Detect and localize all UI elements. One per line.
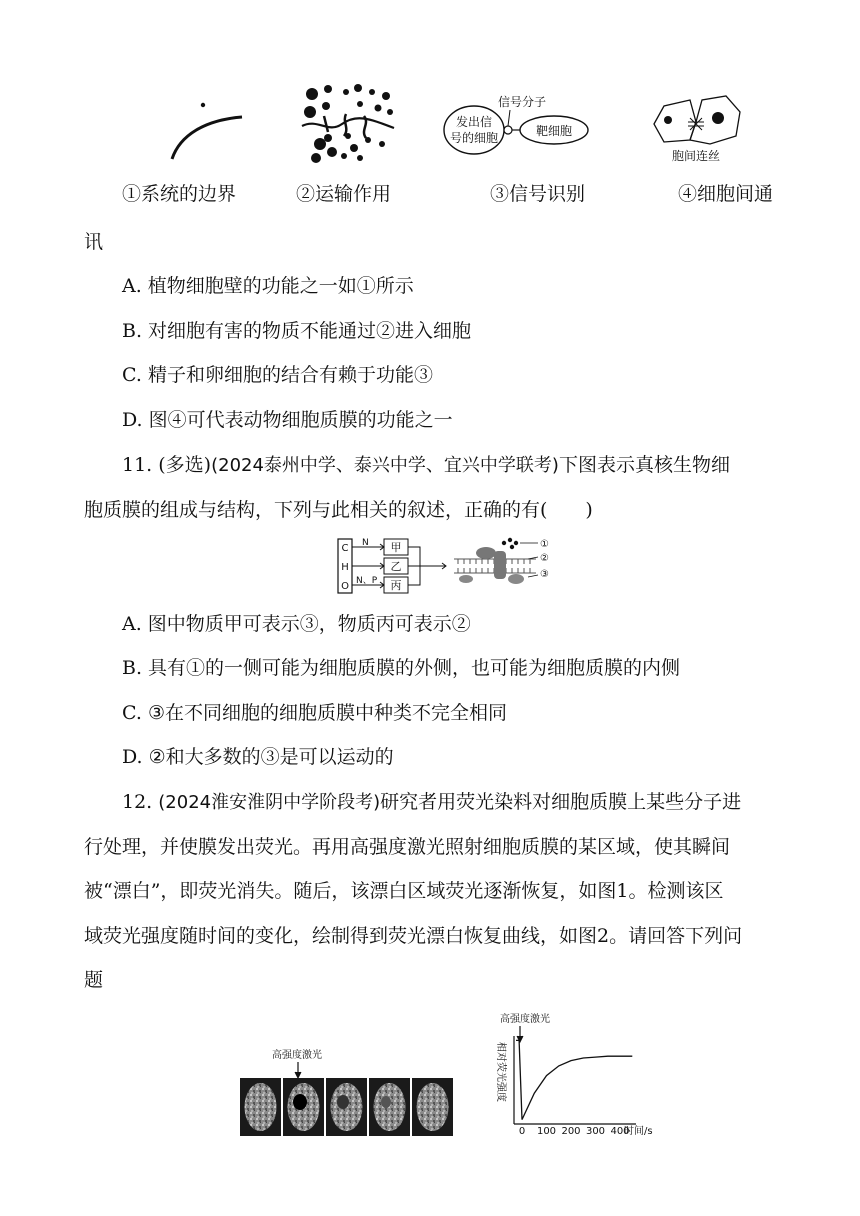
sender-cell-label-2: 号的细胞 <box>449 131 499 145</box>
x-tick-label: 400 <box>610 1126 630 1137</box>
element-c: C <box>341 543 349 554</box>
q12-stem-line-4: 域荧光强度随时间的变化，绘制得到荧光漂白恢复曲线，如图2。请回答下列问 <box>84 925 743 947</box>
fig2-laser-label: 高强度激光 <box>500 1014 550 1025</box>
marker-3: ③ <box>540 569 549 580</box>
marker-1: ① <box>540 539 549 550</box>
q11-stem-text: 下图表示真核生物细 <box>558 454 730 476</box>
q11-option-c: C. ③在不同细胞的细胞质膜中种类不完全相同 <box>122 702 507 724</box>
sender-cell-label-1: 发出信 <box>455 115 493 129</box>
q12-figure-1 <box>238 1040 458 1140</box>
q11-option-a: A. 图中物质甲可表示③，物质丙可表示② <box>122 613 471 635</box>
figure-2-transport <box>298 82 398 167</box>
q12-stem-text: 研究者用荧光染料对细胞质膜上某些分子进 <box>380 791 742 813</box>
caption-4: ④细胞间通 <box>678 183 774 205</box>
caption-2: ②运输作用 <box>296 183 392 205</box>
caption-4-wrap: 讯 <box>84 231 104 253</box>
x-tick-label: 300 <box>585 1126 606 1137</box>
element-h: H <box>341 562 349 573</box>
x-tick-label: 100 <box>536 1126 557 1137</box>
q11-stem-line-1 <box>122 453 730 478</box>
q10-option-d: D. 图④可代表动物细胞质膜的功能之一 <box>122 409 453 431</box>
q10-option-a: A. 植物细胞壁的功能之一如①所示 <box>122 275 414 297</box>
substance-yi: 乙 <box>390 560 402 573</box>
substance-jia: 甲 <box>390 541 402 554</box>
q10-option-c: C. 精子和卵细胞的结合有赖于功能③ <box>122 364 433 386</box>
q11-membrane-diagram <box>336 535 576 599</box>
target-cell-label: 靶细胞 <box>535 124 573 138</box>
substance-bing: 丙 <box>390 579 402 592</box>
plasmodesmata-label: 胞间连丝 <box>672 149 721 163</box>
q12-stem-line-3: 被“漂白”，即荧光消失。随后，该漂白区域荧光逐渐恢复，如图1。检测该区 <box>84 880 724 902</box>
q11-stem-line-2: 胞质膜的组成与结构，下列与此相关的叙述，正确的有( ) <box>84 499 593 521</box>
q11-tag: (多选) <box>158 454 212 476</box>
q12-stem-line-2: 行处理，并使膜发出荧光。再用高强度激光照射细胞质膜的某区域，使其瞬间 <box>84 836 731 858</box>
q11-option-b: B. 具有①的一侧可能为细胞质膜的外侧，也可能为细胞质膜的内侧 <box>122 657 681 679</box>
q12-number: 12. <box>122 791 153 813</box>
caption-1: ①系统的边界 <box>122 183 237 205</box>
x-tick-label: 0 <box>518 1126 526 1137</box>
signal-molecule-label: 信号分子 <box>498 95 547 109</box>
figure-1-boundary <box>160 95 250 165</box>
caption-3: ③信号识别 <box>490 183 586 205</box>
figure-3-signal <box>440 92 600 164</box>
x-tick-label: 200 <box>561 1126 581 1137</box>
marker-2: ② <box>540 553 549 564</box>
fig1-laser-label: 高强度激光 <box>272 1050 322 1061</box>
arrow-label-n: N <box>362 538 369 548</box>
element-o: O <box>341 581 349 592</box>
q11-source: (2024泰州中学、泰兴中学、宜兴中学联考) <box>211 455 559 476</box>
arrow-label-np: N、P <box>356 576 378 586</box>
figure-4-plasmodesmata <box>650 92 750 164</box>
q12-figure-2-chart <box>478 1006 668 1142</box>
q12-source: (2024淮安淮阴中学阶段考) <box>158 792 381 813</box>
q12-stem-line-5: 题 <box>84 969 104 991</box>
recovery-curve <box>516 1040 632 1119</box>
q12-stem-line-1 <box>122 790 741 815</box>
q10-option-b: B. 对细胞有害的物质不能通过②进入细胞 <box>122 320 472 342</box>
q11-number: 11. <box>122 454 153 476</box>
fig2-ylabel: 相对荧光强度 <box>495 1042 506 1102</box>
q11-option-d: D. ②和大多数的③是可以运动的 <box>122 746 394 768</box>
fig2-xlabel: 时间/s <box>624 1126 653 1137</box>
